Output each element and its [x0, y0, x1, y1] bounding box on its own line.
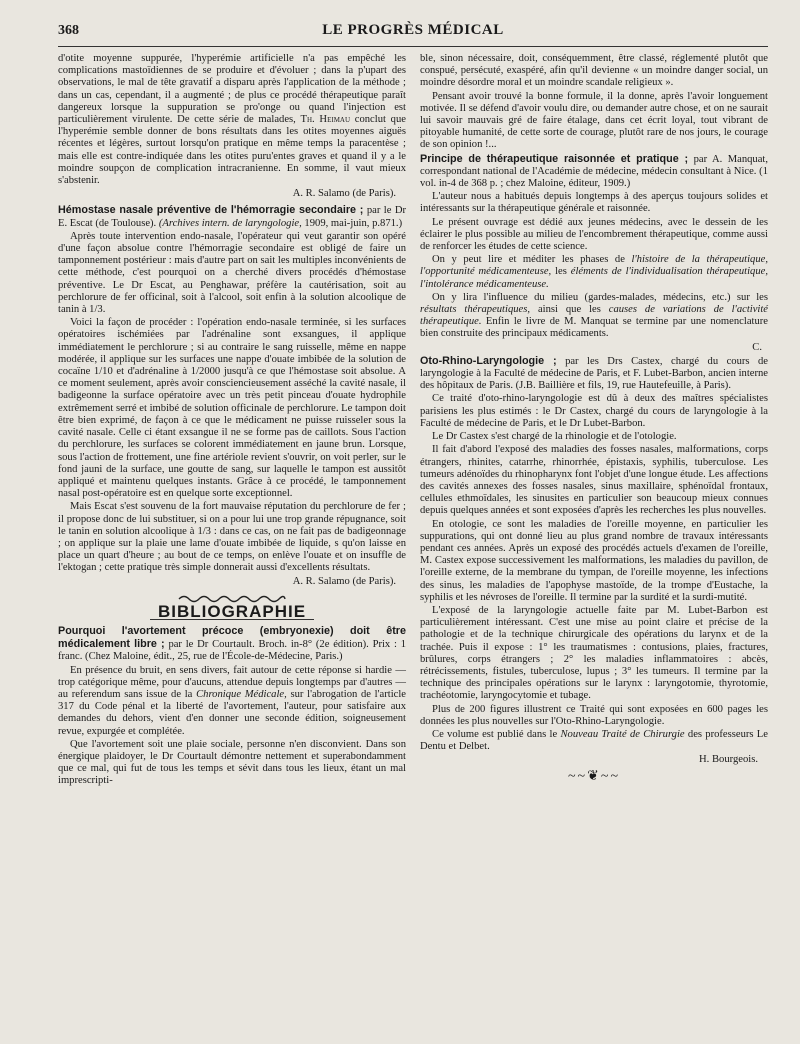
- paragraph: Après toute intervention endo-nasale, l'opérateur qui veut garantir son opéré d'une façon absolue contre l'hémorragie secondaire est obligé de faire un tamponnement postérieur : mais d'autre part on sait les multiples inconvénients de cette méthode, c'est pourquoi on a cherché divers procédés d'hémostase préventive. Le Dr Escat, au Penghawar, préfère la cautérisation, soit au perchlorure de fer officinal, soit à l'alcool, soit enfin à la solution alcoolique de tanin à 1/3.: [58, 230, 406, 316]
- italic-text: éléments de l'individualisation thérapeutique, l'intolérance médicamenteuse.: [420, 266, 768, 290]
- article-author: par A. Manquat, correspondant national de l'Académie de médecine, médecin consultant à Nice. (1 vol. in-4 de 368 p. ; chez Maloine, éditeur, 1909.): [420, 153, 769, 190]
- article-author: par le Dr Courtault. Broch. in-8° (2e édition). Prix : 1 franc. (Chez Maloine, édit., 25, rue de l'École-de-Médecine, Paris.): [58, 639, 407, 663]
- signature: A. R. Salamo (de Paris).: [292, 575, 396, 587]
- left-column: [58, 53, 406, 789]
- paragraph: ble, sinon nécessaire, doit, conséquemment, être classé, réglementé plutôt que conspué, persécuté, exaspéré, afin qu'il devienne « un moindre danger social, un moindre désordre moral et un moindre scandale religieux ».: [420, 53, 768, 89]
- page-number: 368: [58, 23, 79, 38]
- text: En présence du bruit, en sens divers, fait autour de cette réponse si hardie — trop catégorique même, pour d'aucuns, attendue depuis longtemps par d'autres — au referendum sans issue de la: [58, 664, 406, 700]
- article-heading: [58, 625, 406, 664]
- article-author: par le Dr E. Escat (de Toulouse).: [58, 205, 407, 229]
- signature: H. Bourgeois.: [699, 754, 758, 766]
- end-ornament-icon: ~~❦~~: [567, 768, 621, 784]
- text: sur l'abrogation de l'article 317 du Code pénal et la liberté de l'avortement, l'auteur, pour satisfaire aux demandes du dehors, vient d'en donner une seconde édition, soigneusement revue, expurgée et complétée.: [58, 688, 406, 737]
- article-title: Principe de thérapeutique raisonnée et pratique ;: [420, 152, 689, 165]
- text: des professeurs Le Dentu et Delbet.: [420, 728, 768, 753]
- paragraph: Ce traité d'oto-rhino-laryngologie est dû à deux des maîtres spécialistes parisiens les plus estimés : le Dr Castex, chargé du cours de laryngologie à la Faculté de médecine de Paris, et le Dr Lubet-Barbon.: [420, 393, 768, 429]
- paragraph: Pensant avoir trouvé la bonne formule, il la donne, après l'avoir longuement motivée. Il se défend d'avoir voulu dire, ou demander autre chose, et on ne saurait lui savoir mauvais gré de faire étalage, dans cet écrit loyal, tout vibrant de pitoyable humanité, de cette sorte de courage, plutôt rare de nos jours, le courage de son opinion !...: [420, 90, 768, 151]
- paragraph: [58, 665, 406, 738]
- paragraph: L'exposé de la laryngologie actuelle faite par M. Lubet-Barbon est particulièrement intéressant. C'est une mise au point claire et précise de la pathologie et de la technique chirurgicale des opérations du larynx et de la trachée. Puis il expose : 1° les traumatismes : contusions, plaies, fractures, brûlures, corps étrangers ; 2° les maladies inflammatoires : abcès, rétrécissements, fistules, tuberculose, lupus ; 3° les tumeurs. Il termine par la technique des principales opérations sur le larynx : laryngotomie, thyrotomie, trachéotomie, laryngocytomie et tubage.: [420, 604, 768, 702]
- bibliography-section-header: [58, 594, 406, 621]
- paragraph: Plus de 200 figures illustrent ce Traité qui sont exposées en 600 pages les données les plus nouvelles sur l'Oto-Rhino-Laryngologie.: [420, 703, 768, 727]
- paragraph: [58, 53, 406, 187]
- text: conclut que l'hyperémie semble donner de bons résultats dans les otites moyennes aiguës récentes et légères, surtout lorsqu'on pratique en même temps la paracentèse ; mais elle est contre-indiquée dans les otites puru'entes graves et quand il y a le moindre soupçon de complication intracranienne. En somme, il vaut mieux s'abstenir.: [58, 114, 406, 187]
- paragraph: En otologie, ce sont les maladies de l'oreille moyenne, en particulier les suppurations, qui ont donné lieu au plus grand nombre de travaux intéressants pendant ces années. Après un exposé des procédés actuels d'examen de l'oreille, M. Castex expose successivement les malformations, les maladies du pavillon, de l'oreille externe, de la membrane du tympan, de l'oreille moyenne, les infections des sinus, les maladies de l'apophyse mastoïde, de la trompe d'Eustache, la syphilis et les névroses de l'oreille. Il termine par la surdité et la surdi-mutité.: [420, 518, 768, 603]
- article-source: (Archives intern. de laryngologie,: [158, 217, 302, 229]
- paragraph: Il fait d'abord l'exposé des maladies des fosses nasales, malformations, corps étrangers, rhinites, catarrhe, rhinorrhée, épistaxis, syphilis, tuberculose. Les tumeurs adénoïdes du rhinopharynx font l'objet d'une longue étude. Les affections des cavités annexes des fosses nasales, sinus maxillaire, sphénoïdal frontaux, cellules ethmoïdales, les sinusites en particulier son beaucoup mieux connues depuis quelques années et sont exposées d'après les recherches les plus nouvelles.: [420, 444, 768, 517]
- article-heading: [420, 153, 768, 191]
- article-heading: [420, 355, 768, 393]
- italic-text: causes de variations de l'activité thérapeutique.: [420, 304, 768, 328]
- columns: [58, 53, 768, 789]
- text: On y lira l'influence du milieu (gardes-malades, médecins, etc.) sur les: [432, 291, 768, 303]
- text: On y peut lire et méditer les phases de: [432, 254, 625, 266]
- bibliography-title: BIBLIOGRAPHIE: [150, 606, 314, 620]
- journal-title: LE PROGRÈS MÉDICAL: [322, 22, 504, 38]
- text: Ce volume est publié dans le: [432, 728, 558, 740]
- italic-text: Nouveau Traité de Chirurgie: [560, 728, 685, 740]
- author-name: Th. Heimau: [300, 114, 351, 126]
- signature: A. R. Salamo (de Paris).: [292, 188, 396, 200]
- text: Enfin le livre de M. Manquat se termine par une nomenclature bien construite des principaux médicaments.: [420, 316, 768, 340]
- article-author: par les Drs Castex, chargé du cours de laryngologie à la Faculté de médecine de Paris, et F. Lubet-Barbon, ancien interne des hôpitaux de Paris. (J.B. Baillière et fils, 19, rue Hautefeuille, à Paris).: [420, 355, 769, 392]
- paragraph: Voici la façon de procéder : l'opération endo-nasale terminée, si les surfaces opératoires ischémiées par l'adrénaline sont exsangues, il applique immédiatement le perchlorure ; si au contraire le sang ruisselle, même en nappe modérée, il applique sur les surfaces une nappe d'ouate imbibée de la solution de cocaïne 1/10 et d'adrénaline à 1/2000 jusqu'à ce que l'hémostase soit absolue. A ce moment seulement, après avoir consciencieusement asséché la cavité nasale, il badigeonne la surface opératoire avec un très petit pinceau d'ouate hydrophile extrêmement serré et imbibé de solution officinale de perchlorure. Le tampon doit être bien exprimé, de façon à ce que le médicament ne puisse ruisseler sous la cavité nasale. Celle ci étant exsangue il ne se forme pas de caillots. Sous l'action du perchlorure, les surfaces se colorent immédiatement en jaune brun. Lorsque, sous l'action de frottement, une fine artériole revient s'ouvrir, on voit perler, sur le fond jauni de la surface, une goutte de sang, sur laquelle le tampon est aussitôt appliqué et maintenu quelques instants. Grâce à ce procédé, le tamponnement nasal post-opératoire est en quelque sorte exceptionnel.: [58, 317, 406, 500]
- paragraph: Le Dr Castex s'est chargé de la rhinologie et de l'otologie.: [432, 431, 677, 443]
- text: ainsi que les: [537, 304, 601, 316]
- paragraph: Que l'avortement soit une plaie sociale, personne n'en disconvient. Dans son énergique plaidoyer, le Dr Courtault démontre nettement et superabondamment que ce mal, qui fut de tous les temps et sévit dans tous les lieux, étant un mal imprescripti-: [58, 738, 406, 787]
- paragraph: Mais Escat s'est souvenu de la fort mauvaise réputation du perchlorure de fer ; il propose donc de lui substituer, si on a pour lui une trop grande répugnance, soit le tanin en solution alcoolique à 1/3 : dans ce cas, on ne fait pas de badigeonnage ; on applique sur la plaie une lame d'ouate imbibée de liquide, s qu'on laisse en place un quart d'heure ; au bout de ce temps, on enlève l'ouate et on insuffle de l'ektogan ; cette pratique très simple donnerait aussi d'excellents résultats.: [58, 501, 406, 574]
- italic-text: Chronique Médicale,: [196, 688, 287, 700]
- paragraph: L'auteur nous a habitués depuis longtemps à des aperçus toujours solides et intéressants sur la thérapeutique générale et raisonnée.: [420, 191, 768, 215]
- paragraph: [420, 292, 768, 341]
- text: les: [555, 266, 567, 278]
- article-date: 1909, mai-juin, p.871.): [304, 217, 403, 229]
- article-heading: [58, 204, 406, 229]
- italic-text: l'histoire de la thérapeutique, l'opportunité médicamenteuse,: [420, 254, 768, 278]
- paragraph: [420, 254, 768, 291]
- paragraph: Le présent ouvrage est dédié aux jeunes médecins, avec le dessein de les éclairer le plus possible au milieu de l'encombrement thérapeutique, comme aussi de renforcer les études de cette science.: [420, 216, 768, 253]
- text: d'otite moyenne suppurée, l'hyperémie artificielle n'a pas empêché les complications mastoïdiennes de se produire et d'évoluer ; dans la p'upart des observations, le mal de tête gravatif a disparu après l'application de la méthode ; dans un cas, cependant, il a augmenté ; de plus ce procédé thérapeutique paraît dangereux lorsque la suppuration se pro'onge ou quand l'injection est particulièrement virulente. De cette série de malades,: [58, 53, 406, 126]
- italic-text: résultats thérapeutiques,: [420, 304, 531, 316]
- paragraph: [420, 729, 768, 753]
- right-column: [420, 53, 768, 789]
- article-title: Hémostase nasale préventive de l'hémorragie secondaire ;: [58, 204, 364, 217]
- article-title: Oto-Rhino-Laryngologie ;: [420, 354, 557, 367]
- article-title: Pourquoi l'avortement précoce (embryonexie) doit être médicalement libre ;: [58, 624, 406, 651]
- page-header: [58, 22, 768, 47]
- signature: C.: [752, 341, 762, 353]
